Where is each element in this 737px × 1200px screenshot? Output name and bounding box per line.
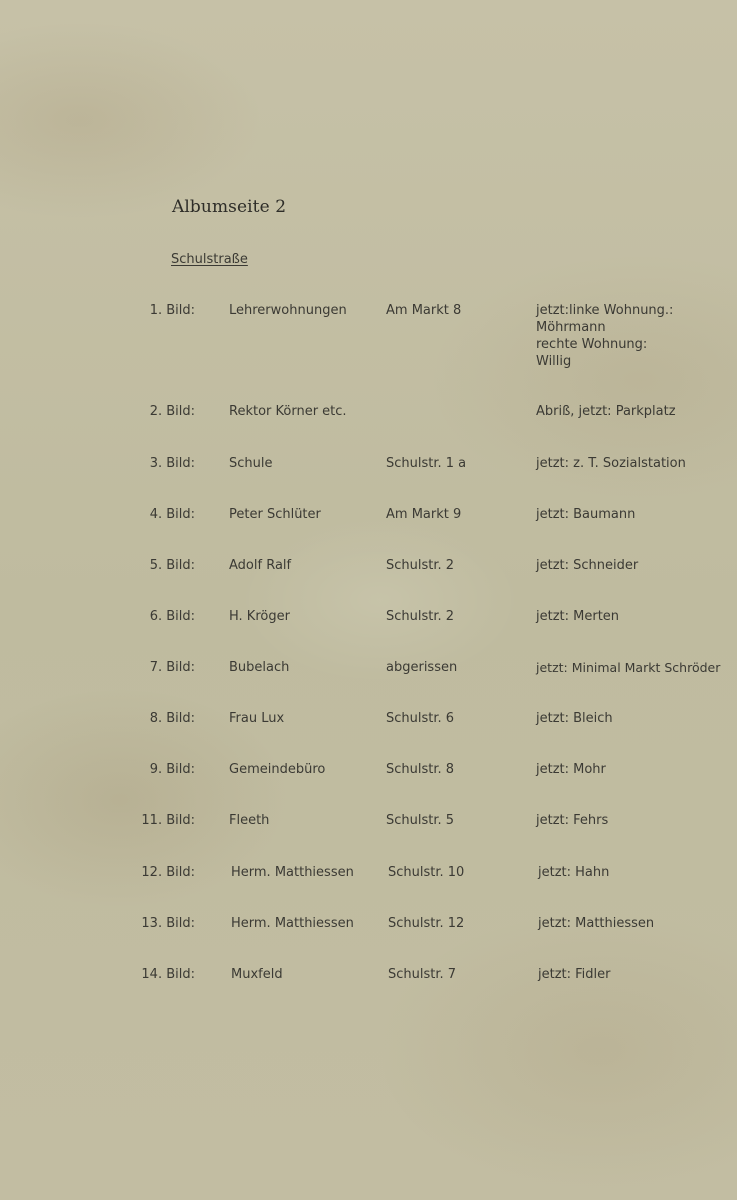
entry-current-status — [536, 403, 676, 420]
entry-current-status — [538, 966, 611, 983]
entry-number: 3. Bild: — [149, 456, 195, 471]
entry-subject: Adolf Ralf — [229, 558, 292, 573]
status-line: jetzt: Matthiessen — [538, 916, 655, 931]
entry-current-status — [536, 761, 606, 778]
entry-address: Schulstr. 6 — [386, 711, 455, 726]
status-line: jetzt: z. T. Sozialstation — [536, 456, 686, 471]
status-line: jetzt: Merten — [536, 609, 620, 624]
entry-number: 4. Bild: — [149, 507, 195, 522]
entry-subject: Fleeth — [229, 813, 270, 828]
entry-subject: Schule — [229, 456, 273, 471]
entry-number: 6. Bild: — [149, 609, 195, 624]
status-line: jetzt: Bleich — [536, 711, 613, 726]
status-line: Willig — [536, 354, 572, 369]
entry-number: 11. Bild: — [141, 813, 195, 828]
section-heading: Schulstraße — [171, 252, 248, 267]
status-line: jetzt: Fehrs — [536, 813, 609, 828]
entry-subject: H. Kröger — [229, 609, 290, 624]
entry-current-status — [536, 506, 635, 523]
entry-current-status — [536, 710, 613, 727]
entry-current-status — [536, 608, 619, 625]
entry-number: 5. Bild: — [149, 558, 195, 573]
entry-current-status — [538, 915, 654, 932]
entry-subject: Bubelach — [229, 660, 290, 675]
entry-address: Schulstr. 7 — [388, 967, 457, 982]
status-line: jetzt: Baumann — [536, 507, 636, 522]
entry-number: 2. Bild: — [149, 404, 195, 419]
entry-current-status — [536, 302, 673, 370]
status-line: jetzt: Fidler — [538, 967, 611, 982]
entry-current-status — [536, 659, 720, 676]
page-title: Albumseite 2 — [172, 197, 287, 217]
status-line: jetzt: Schneider — [536, 558, 639, 573]
status-line: Abriß, jetzt: Parkplatz — [536, 404, 676, 419]
entry-address: Am Markt 9 — [386, 507, 462, 522]
entry-address: Schulstr. 2 — [386, 558, 455, 573]
status-line: jetzt:linke Wohnung.: — [536, 303, 674, 318]
entry-address: Schulstr. 5 — [386, 813, 455, 828]
entry-current-status — [536, 812, 608, 829]
entry-subject: Rektor Körner etc. — [229, 404, 347, 419]
status-line: jetzt: Minimal Markt Schröder — [536, 660, 721, 675]
entry-address: Schulstr. 8 — [386, 762, 455, 777]
entry-number: 7. Bild: — [149, 660, 195, 675]
entry-current-status — [536, 557, 638, 574]
entry-subject: Muxfeld — [231, 967, 283, 982]
entry-address: Am Markt 8 — [386, 303, 462, 318]
status-line: jetzt: Mohr — [536, 762, 606, 777]
status-line: rechte Wohnung: — [536, 337, 648, 352]
entry-address: Schulstr. 2 — [386, 609, 455, 624]
status-line: jetzt: Hahn — [538, 865, 610, 880]
entry-number: 8. Bild: — [149, 711, 195, 726]
entry-number: 14. Bild: — [141, 967, 195, 982]
entry-address: abgerissen — [386, 660, 458, 675]
entry-subject: Herm. Matthiessen — [231, 916, 354, 931]
entry-number: 1. Bild: — [149, 303, 195, 318]
entry-address: Schulstr. 1 a — [386, 456, 467, 471]
entry-subject: Frau Lux — [229, 711, 285, 726]
entry-current-status — [536, 455, 686, 472]
entry-current-status — [538, 864, 609, 881]
entry-subject: Herm. Matthiessen — [231, 865, 354, 880]
status-line: Möhrmann — [536, 320, 606, 335]
entry-number: 12. Bild: — [141, 865, 195, 880]
entry-subject: Peter Schlüter — [229, 507, 321, 522]
entry-subject: Gemeindebüro — [229, 762, 326, 777]
entry-address: Schulstr. 10 — [388, 865, 465, 880]
entry-address: Schulstr. 12 — [388, 916, 465, 931]
entry-subject: Lehrerwohnungen — [229, 303, 347, 318]
entry-number: 9. Bild: — [149, 762, 195, 777]
entry-number: 13. Bild: — [141, 916, 195, 931]
